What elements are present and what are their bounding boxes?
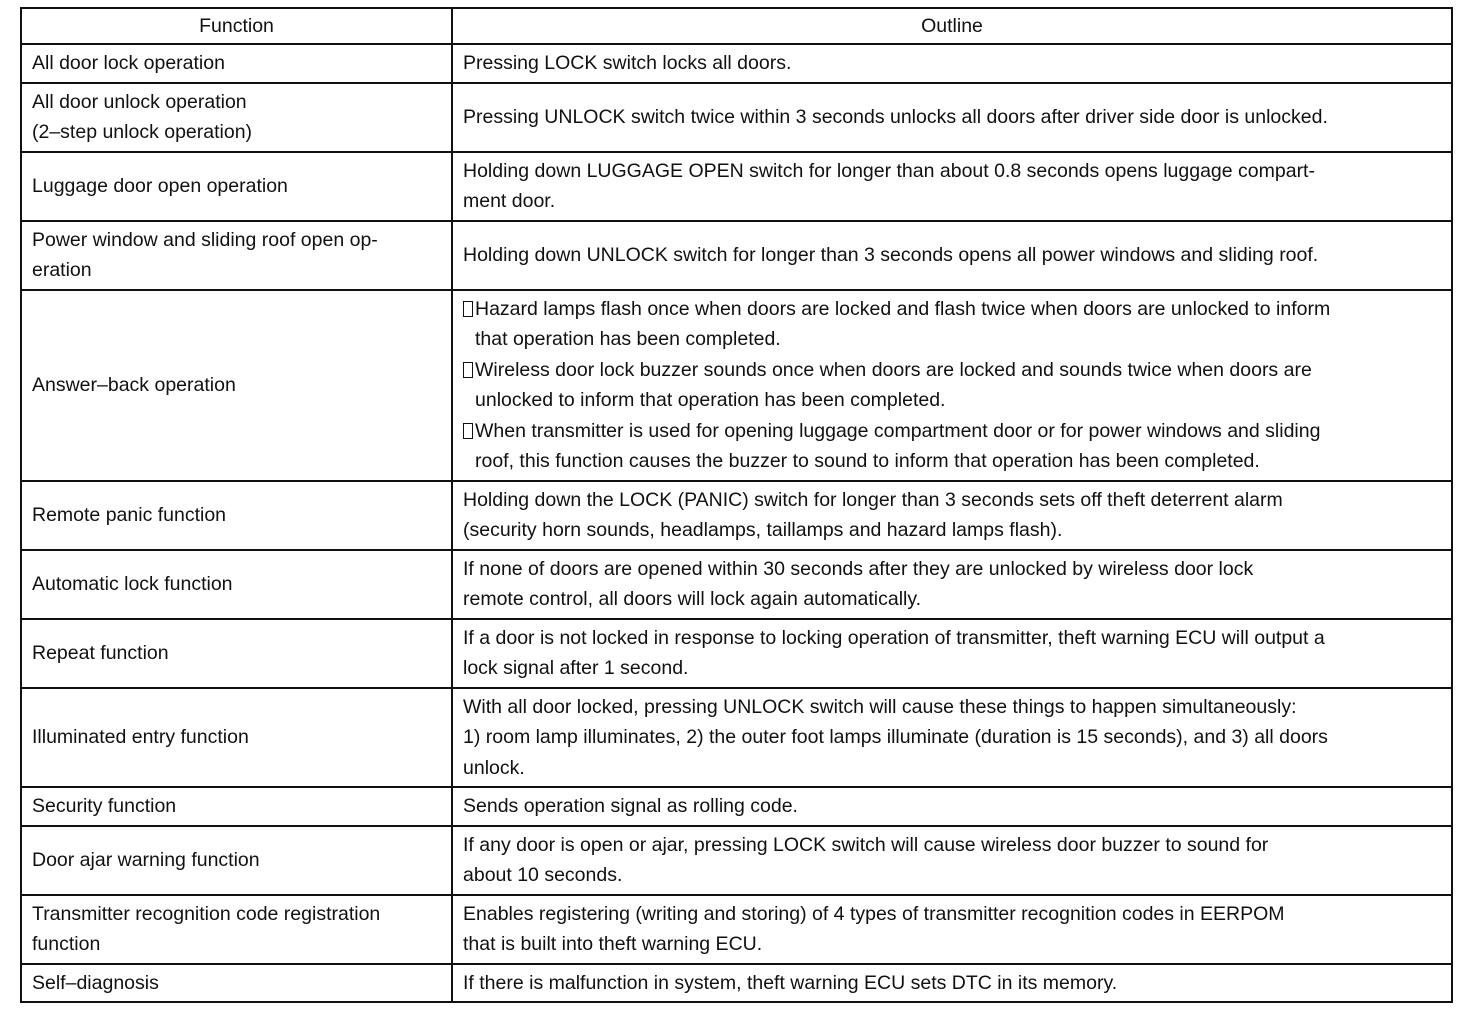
header-row — [21, 8, 1452, 44]
outline-text: When transmitter is used for opening luggage compartment door or for power windows and sliding — [475, 419, 1321, 442]
outline-text: If any door is open or ajar, pressing LOCK switch will cause wireless door buzzer to sound for — [463, 833, 1269, 856]
outline-cell — [452, 221, 1452, 290]
outline-text: Holding down LUGGAGE OPEN switch for longer than about 0.8 seconds opens luggage compart- — [463, 159, 1315, 182]
outline-text: unlocked to inform that operation has been completed. — [475, 389, 946, 411]
bullet-box-icon — [463, 301, 473, 317]
table-row — [21, 152, 1452, 221]
table-body — [21, 44, 1452, 1002]
outline-cell — [452, 44, 1452, 83]
outline-bullet-item — [463, 294, 1441, 355]
outline-text: Holding down the LOCK (PANIC) switch for longer than 3 seconds sets off theft deterrent alarm — [463, 488, 1283, 511]
outline-text: that is built into theft warning ECU. — [463, 933, 763, 955]
outline-cell — [452, 83, 1452, 152]
outline-text: If none of doors are opened within 30 seconds after they are unlocked by wireless door lock — [463, 557, 1254, 580]
outline-text: unlock. — [463, 756, 525, 779]
table-row — [21, 83, 1452, 152]
function-text: (2–step unlock operation) — [32, 121, 253, 143]
function-cell — [21, 826, 452, 895]
table-row — [21, 550, 1452, 619]
outline-text: Hazard lamps flash once when doors are locked and flash twice when doors are unlocked to inform — [475, 297, 1331, 320]
outline-cell — [452, 787, 1452, 826]
function-text: Repeat function — [32, 641, 169, 664]
function-column-header: Function — [21, 8, 452, 44]
function-cell — [21, 964, 452, 1003]
bullet-box-icon — [463, 423, 473, 439]
table-row — [21, 44, 1452, 83]
outline-text: Holding down UNLOCK switch for longer than 3 seconds opens all power windows and sliding roof. — [463, 243, 1319, 266]
outline-text: (security horn sounds, headlamps, taillamps and hazard lamps flash). — [463, 519, 1063, 541]
outline-cell — [452, 964, 1452, 1003]
function-text: Answer–back operation — [32, 373, 236, 396]
outline-cell — [452, 688, 1452, 788]
outline-text: 1) room lamp illuminates, 2) the outer foot lamps illuminate (duration is 15 seconds), and 3) all doors — [463, 726, 1328, 748]
outline-text: Wireless door lock buzzer sounds once when doors are locked and sounds twice when doors are — [475, 358, 1312, 381]
outline-column-header: Outline — [452, 8, 1452, 44]
outline-text: Sends operation signal as rolling code. — [463, 795, 798, 817]
function-cell — [21, 481, 452, 550]
function-text: Security function — [32, 795, 177, 817]
function-cell — [21, 83, 452, 152]
function-text: Door ajar warning function — [32, 848, 260, 871]
bullet-box-icon — [463, 362, 473, 378]
table-row — [21, 688, 1452, 788]
function-cell — [21, 895, 452, 964]
outline-cell — [452, 895, 1452, 964]
function-text: function — [32, 933, 101, 955]
function-text: Power window and sliding roof open op- — [32, 228, 378, 251]
outline-cell — [452, 481, 1452, 550]
outline-text: roof, this function causes the buzzer to sound to inform that operation has been completed. — [475, 450, 1260, 472]
outline-text: remote control, all doors will lock again automatically. — [463, 588, 922, 610]
function-cell — [21, 688, 452, 788]
outline-text: that operation has been completed. — [475, 328, 781, 350]
table-row — [21, 964, 1452, 1003]
outline-cell — [452, 152, 1452, 221]
function-cell — [21, 221, 452, 290]
function-text: eration — [32, 259, 92, 281]
outline-text: Enables registering (writing and storing) of 4 types of transmitter recognition codes in EERPOM — [463, 902, 1285, 925]
outline-text: Pressing UNLOCK switch twice within 3 seconds unlocks all doors after driver side door is unlocked. — [463, 105, 1328, 128]
function-text: Remote panic function — [32, 503, 227, 526]
outline-text: With all door locked, pressing UNLOCK switch will cause these things to happen simultaneously: — [463, 695, 1297, 718]
function-cell — [21, 290, 452, 481]
outline-text: lock signal after 1 second. — [463, 657, 689, 679]
outline-bullet-item — [463, 355, 1441, 416]
function-cell — [21, 787, 452, 826]
function-text: All door unlock operation — [32, 90, 247, 113]
function-text: All door lock operation — [32, 52, 225, 74]
function-cell — [21, 619, 452, 688]
outline-cell — [452, 826, 1452, 895]
function-cell — [21, 44, 452, 83]
outline-cell — [452, 619, 1452, 688]
function-text: Automatic lock function — [32, 572, 233, 595]
table-row — [21, 619, 1452, 688]
table-row — [21, 895, 1452, 964]
outline-bullet-list — [463, 294, 1441, 477]
function-cell — [21, 152, 452, 221]
function-cell — [21, 550, 452, 619]
table-row — [21, 826, 1452, 895]
outline-cell — [452, 550, 1452, 619]
outline-text: Pressing LOCK switch locks all doors. — [463, 52, 792, 74]
outline-cell — [452, 290, 1452, 481]
outline-text: If there is malfunction in system, theft warning ECU sets DTC in its memory. — [463, 971, 1118, 994]
table-row — [21, 481, 1452, 550]
outline-text: about 10 seconds. — [463, 864, 623, 886]
outline-text: ment door. — [463, 190, 556, 212]
function-outline-table — [20, 7, 1453, 1003]
outline-text: If a door is not locked in response to locking operation of transmitter, theft warning ECU will output a — [463, 626, 1325, 649]
function-text: Self–diagnosis — [32, 971, 159, 994]
outline-bullet-item — [463, 416, 1441, 477]
function-text: Illuminated entry function — [32, 726, 249, 748]
table-row — [21, 787, 1452, 826]
function-text: Transmitter recognition code registration — [32, 902, 381, 925]
function-text: Luggage door open operation — [32, 174, 288, 197]
table-row — [21, 290, 1452, 481]
table-row — [21, 221, 1452, 290]
